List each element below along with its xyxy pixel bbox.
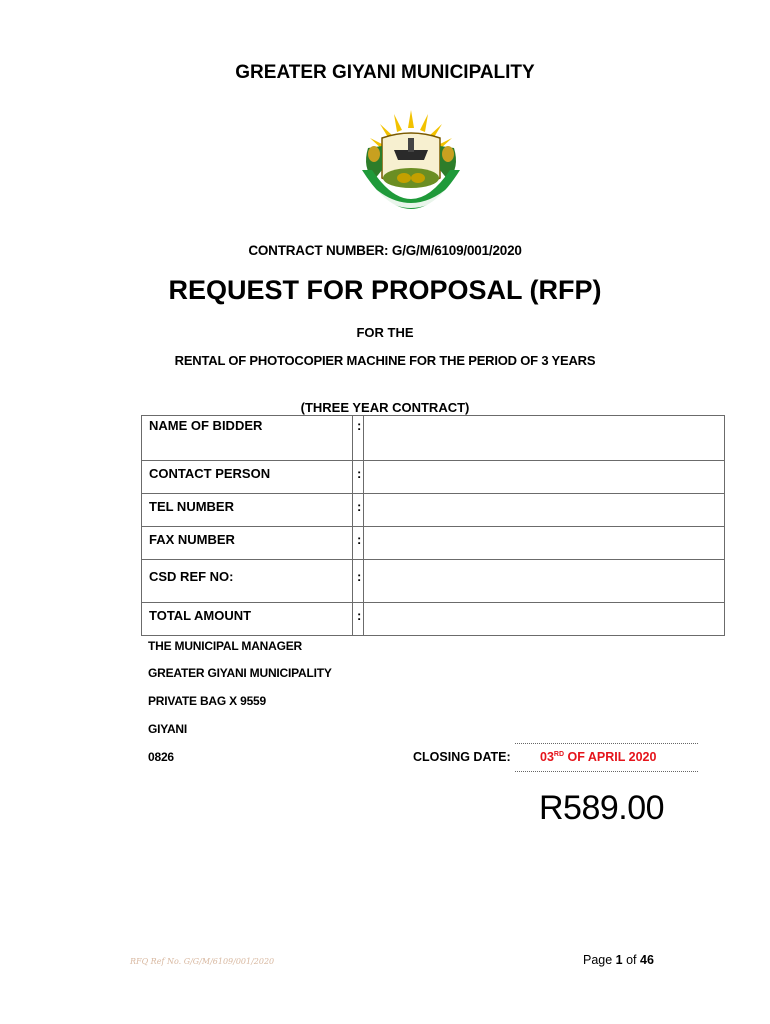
page-total: 46: [640, 953, 654, 967]
row-separator: :: [353, 416, 364, 461]
contract-number: CONTRACT NUMBER: G/G/M/6109/001/2020: [248, 243, 522, 258]
document-title: REQUEST FOR PROPOSAL (RFP): [168, 275, 602, 305]
page-word: Page: [583, 953, 616, 967]
row-label: TOTAL AMOUNT: [142, 603, 353, 636]
divider: [515, 743, 698, 744]
closing-day: 03: [540, 750, 554, 764]
address-line-2: GREATER GIYANI MUNICIPALITY: [148, 666, 332, 680]
fax-number-field[interactable]: [364, 527, 725, 560]
table-row: [142, 527, 725, 560]
bidder-details-table: [141, 415, 725, 636]
page-current: 1: [615, 953, 623, 967]
tel-number-field[interactable]: [364, 494, 725, 527]
csd-ref-field[interactable]: [364, 560, 725, 603]
table-row: [142, 560, 725, 603]
address-line-4: GIYANI: [148, 722, 188, 736]
closing-date-label: CLOSING DATE:: [413, 750, 511, 764]
divider: [515, 771, 698, 772]
bidder-name-field[interactable]: [364, 416, 725, 461]
row-separator: :: [353, 560, 364, 603]
table-row: [142, 461, 725, 494]
table-row: [142, 416, 725, 461]
contact-person-field[interactable]: [364, 461, 725, 494]
footer-reference: RFQ Ref No. G/G/M/6109/001/2020: [130, 957, 275, 966]
row-label: CSD REF NO:: [142, 560, 353, 603]
page-of: of: [622, 953, 640, 967]
organization-title: GREATER GIYANI MUNICIPALITY: [235, 62, 535, 83]
closing-day-suffix: RD: [553, 750, 565, 758]
row-separator: :: [353, 527, 364, 560]
row-label: TEL NUMBER: [142, 494, 353, 527]
table-row: [142, 603, 725, 636]
row-label: FAX NUMBER: [142, 527, 353, 560]
address-line-3: PRIVATE BAG X 9559: [148, 694, 266, 708]
table-row: [142, 494, 725, 527]
contract-duration: (THREE YEAR CONTRACT): [300, 400, 470, 415]
row-separator: :: [353, 461, 364, 494]
price-amount: R589.00: [539, 789, 665, 827]
row-separator: :: [353, 603, 364, 636]
row-label: CONTACT PERSON: [142, 461, 353, 494]
closing-month-year: OF APRIL 2020: [564, 750, 657, 764]
for-the-text: FOR THE: [356, 325, 414, 340]
address-line-5: 0826: [148, 750, 174, 764]
closing-date-value: [540, 750, 656, 764]
municipality-logo: [358, 108, 464, 218]
rfp-description: RENTAL OF PHOTOCOPIER MACHINE FOR THE PERIOD OF 3 YEARS: [174, 353, 596, 368]
address-line-1: THE MUNICIPAL MANAGER: [148, 639, 303, 653]
total-amount-field[interactable]: [364, 603, 725, 636]
row-label: NAME OF BIDDER: [142, 416, 353, 461]
page-number: [583, 953, 654, 967]
row-separator: :: [353, 494, 364, 527]
